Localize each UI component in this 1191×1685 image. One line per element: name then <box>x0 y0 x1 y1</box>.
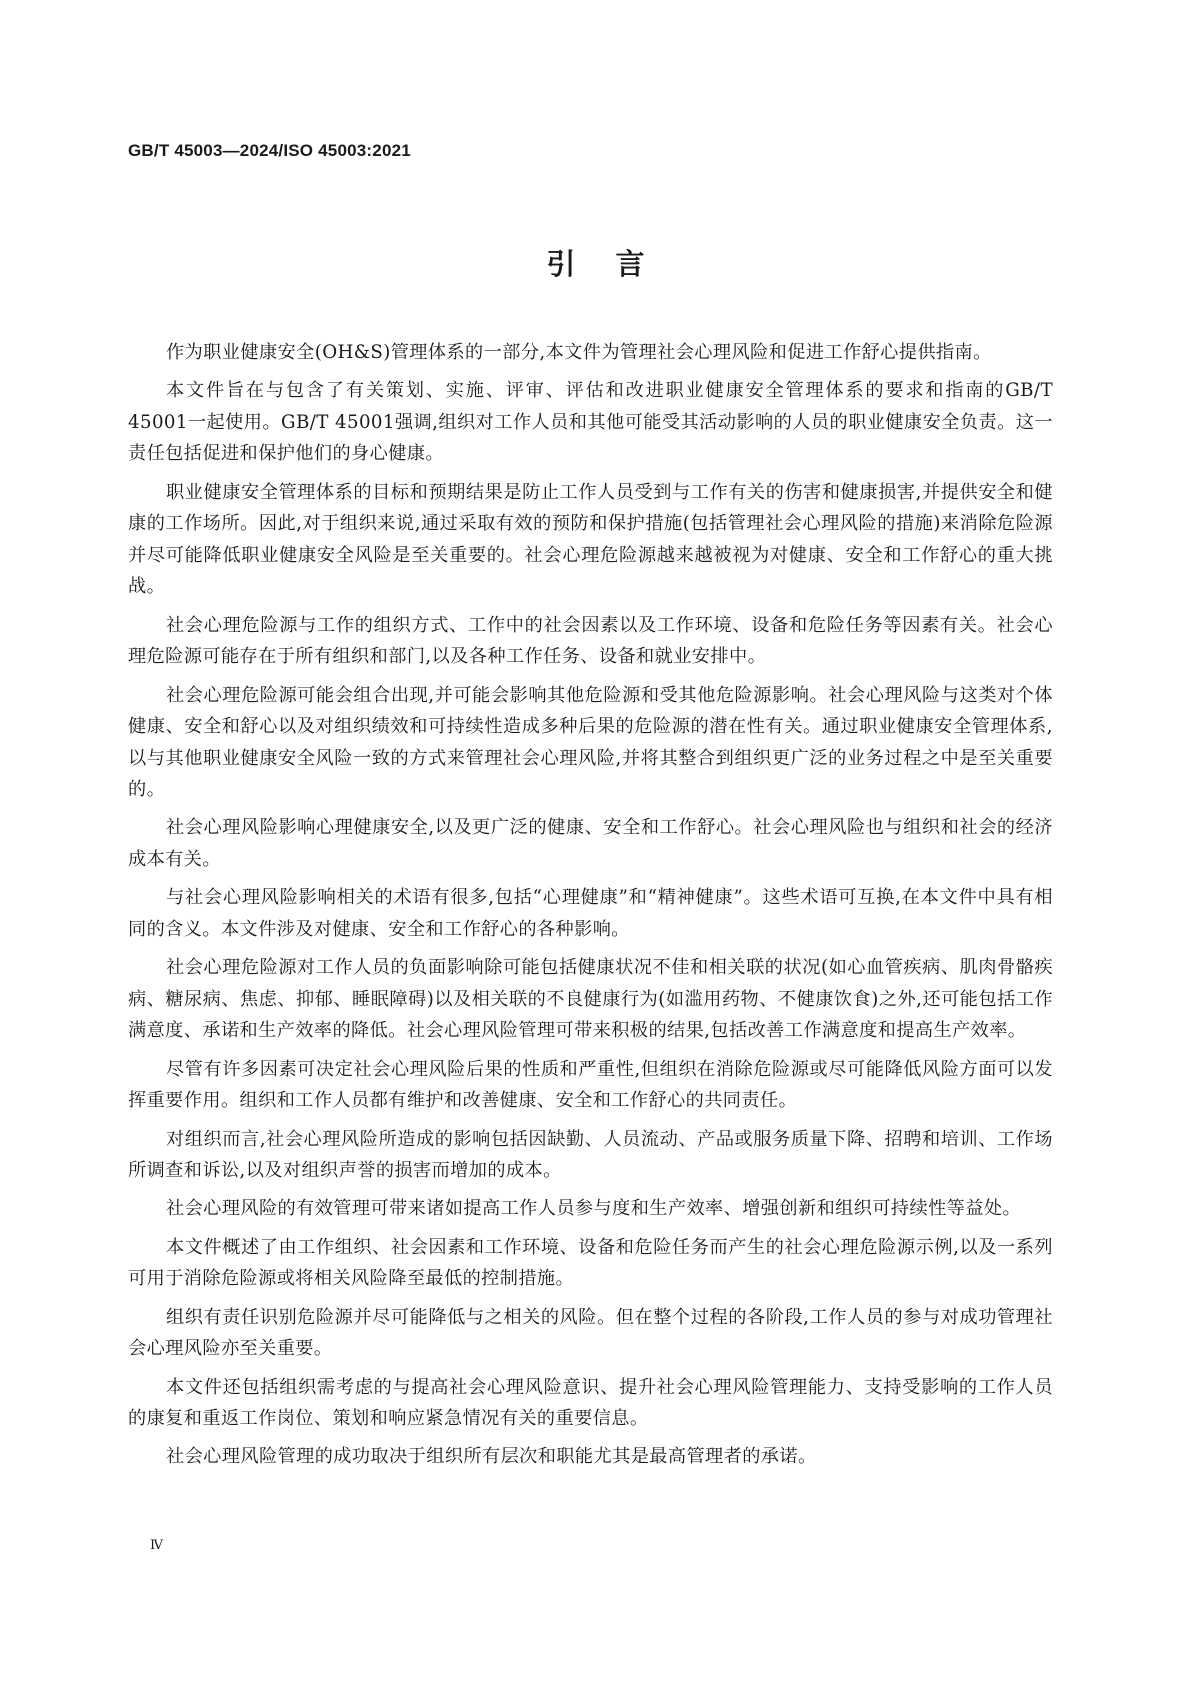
paragraph: 本文件旨在与包含了有关策划、实施、评审、评估和改进职业健康安全管理体系的要求和指南的GB/T 45001一起使用。GB/T 45001强调,组织对工作人员和其他可能受其活动影响的人员的职业健康安全负责。这一责任包括促进和保护他们的身心健康。 <box>128 380 1053 465</box>
paragraph: 社会心理危险源可能会组合出现,并可能会影响其他危险源和受其他危险源影响。社会心理风险与这类对个体健康、安全和舒心以及对组织绩效和可持续性造成多种后果的危险源的潜在性有关。通过职业健康安全管理体系,以与其他职业健康安全风险一致的方式来管理社会心理风险,并将其整合到组织更广泛的业务过程之中是至关重要的。 <box>128 684 1053 801</box>
paragraph: 组织有责任识别危险源并尽可能降低与之相关的风险。但在整个过程的各阶段,工作人员的参与对成功管理社会心理风险亦至关重要。 <box>128 1306 1053 1360</box>
paragraph: 与社会心理风险影响相关的术语有很多,包括“心理健康”和“精神健康”。这些术语可互换,在本文件中具有相同的含义。本文件涉及对健康、安全和工作舒心的各种影响。 <box>128 887 1053 940</box>
paragraph: 社会心理风险管理的成功取决于组织所有层次和职能尤其是最高管理者的承诺。 <box>166 1446 817 1468</box>
paragraph: 对组织而言,社会心理风险所造成的影响包括因缺勤、人员流动、产品或服务质量下降、招聘和培训、工作场所调查和诉讼,以及对组织声誉的损害而增加的成本。 <box>128 1128 1053 1182</box>
paragraph: 社会心理风险影响心理健康安全,以及更广泛的健康、安全和工作舒心。社会心理风险也与组织和社会的经济成本有关。 <box>128 817 1053 870</box>
paragraph: 社会心理危险源对工作人员的负面影响除可能包括健康状况不佳和相关联的状况(如心血管疾病、肌肉骨骼疾病、糖尿病、焦虑、抑郁、睡眠障碍)以及相关联的不良健康行为(如滥用药物、不健康饮食)之外,还可能包括工作满意度、承诺和生产效率的降低。社会心理风险管理可带来积极的结果,包括改善工作满意度和提高生产效率。 <box>128 957 1053 1042</box>
page-title: 引言 <box>546 247 685 281</box>
introduction-body <box>128 337 1053 1480</box>
paragraph: 作为职业健康安全(OH&S)管理体系的一部分,本文件为管理社会心理风险和促进工作舒心提供指南。 <box>166 342 992 363</box>
paragraph: 本文件还包括组织需考虑的与提高社会心理风险意识、提升社会心理风险管理能力、支持受影响的工作人员的康复和重返工作岗位、策划和响应紧急情况有关的重要信息。 <box>128 1376 1053 1430</box>
paragraph: 社会心理风险的有效管理可带来诸如提高工作人员参与度和生产效率、增强创新和组织可持续性等益处。 <box>166 1198 1022 1220</box>
paragraph: 尽管有许多因素可决定社会心理风险后果的性质和严重性,但组织在消除危险源或尽可能降低风险方面可以发挥重要作用。组织和工作人员都有维护和改善健康、安全和工作舒心的共同责任。 <box>128 1058 1053 1112</box>
paragraph: 本文件概述了由工作组织、社会因素和工作环境、设备和危险任务而产生的社会心理危险源示例,以及一系列可用于消除危险源或将相关风险降至最低的控制措施。 <box>128 1236 1053 1290</box>
paragraph: 社会心理危险源与工作的组织方式、工作中的社会因素以及工作环境、设备和危险任务等因素有关。社会心理危险源可能存在于所有组织和部门,以及各种工作任务、设备和就业安排中。 <box>128 614 1053 668</box>
standard-number-header: GB/T 45003—2024/ISO 45003:2021 <box>128 141 411 160</box>
page-number: Ⅳ <box>150 1537 163 1552</box>
paragraph: 职业健康安全管理体系的目标和预期结果是防止工作人员受到与工作有关的伤害和健康损害,并提供安全和健康的工作场所。因此,对于组织来说,通过采取有效的预防和保护措施(包括管理社会心理风险的措施)来消除危险源并尽可能降低职业健康安全风险是至关重要的。社会心理危险源越来越被视为对健康、安全和工作舒心的重大挑战。 <box>128 481 1053 598</box>
